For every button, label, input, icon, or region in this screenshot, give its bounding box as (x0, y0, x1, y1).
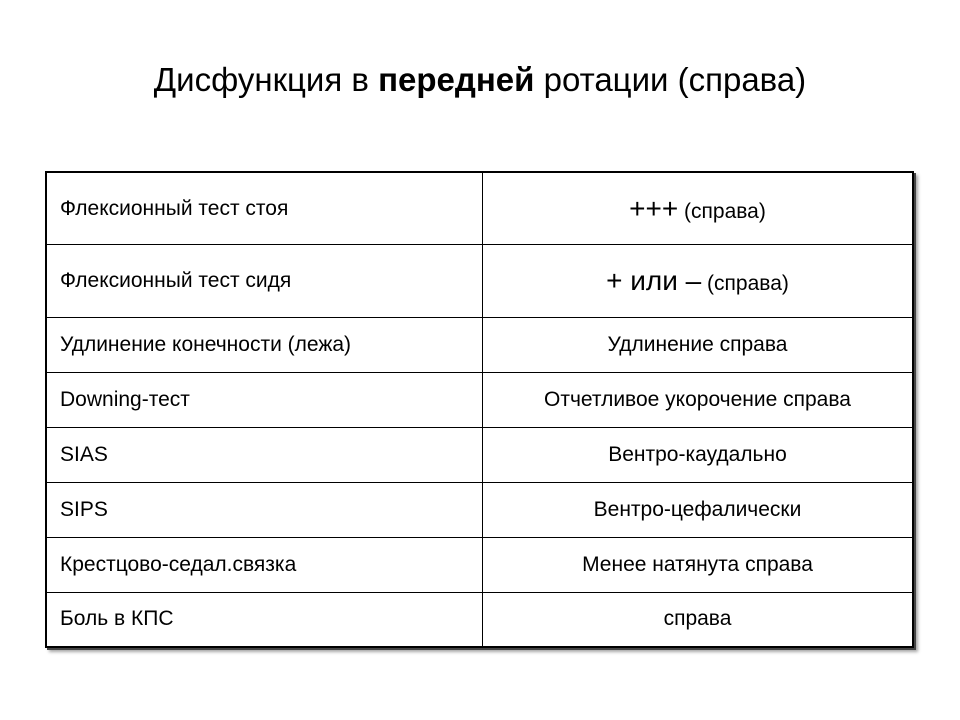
row-label: Крестцово-седал.связка (47, 537, 483, 592)
table-row (47, 592, 912, 646)
row-value (483, 173, 913, 245)
findings-table-grid (47, 173, 912, 646)
row-value-main: +++ (629, 192, 679, 224)
row-value: Вентро-цефалически (483, 482, 913, 537)
table-row (47, 245, 912, 318)
title-bold: передней (378, 61, 535, 98)
table-row (47, 427, 912, 482)
row-value: Вентро-каудально (483, 427, 913, 482)
row-value-main: + или – (606, 264, 702, 296)
table-row (47, 482, 912, 537)
row-value: справа (483, 592, 913, 646)
title-part-2: ротации (справа) (534, 61, 807, 98)
row-label: Downing-тест (47, 372, 483, 427)
row-label: SIPS (47, 482, 483, 537)
row-value: Отчетливое укорочение справа (483, 372, 913, 427)
row-label: SIAS (47, 427, 483, 482)
row-value-note: (справа) (701, 271, 789, 295)
row-value: Удлинение справа (483, 317, 913, 372)
row-label: Удлинение конечности (лежа) (47, 317, 483, 372)
row-value-note: (справа) (678, 199, 766, 223)
row-value (483, 245, 913, 318)
row-label: Флексионный тест стоя (47, 173, 483, 245)
row-label: Боль в КПС (47, 592, 483, 646)
title-part-1: Дисфункция в (153, 61, 379, 98)
row-value: Менее натянута справа (483, 537, 913, 592)
findings-table (45, 171, 914, 648)
row-label: Флексионный тест сидя (47, 245, 483, 318)
table-row (47, 317, 912, 372)
table-row (47, 372, 912, 427)
table-row (47, 173, 912, 245)
table-row (47, 537, 912, 592)
slide-title (0, 58, 960, 102)
